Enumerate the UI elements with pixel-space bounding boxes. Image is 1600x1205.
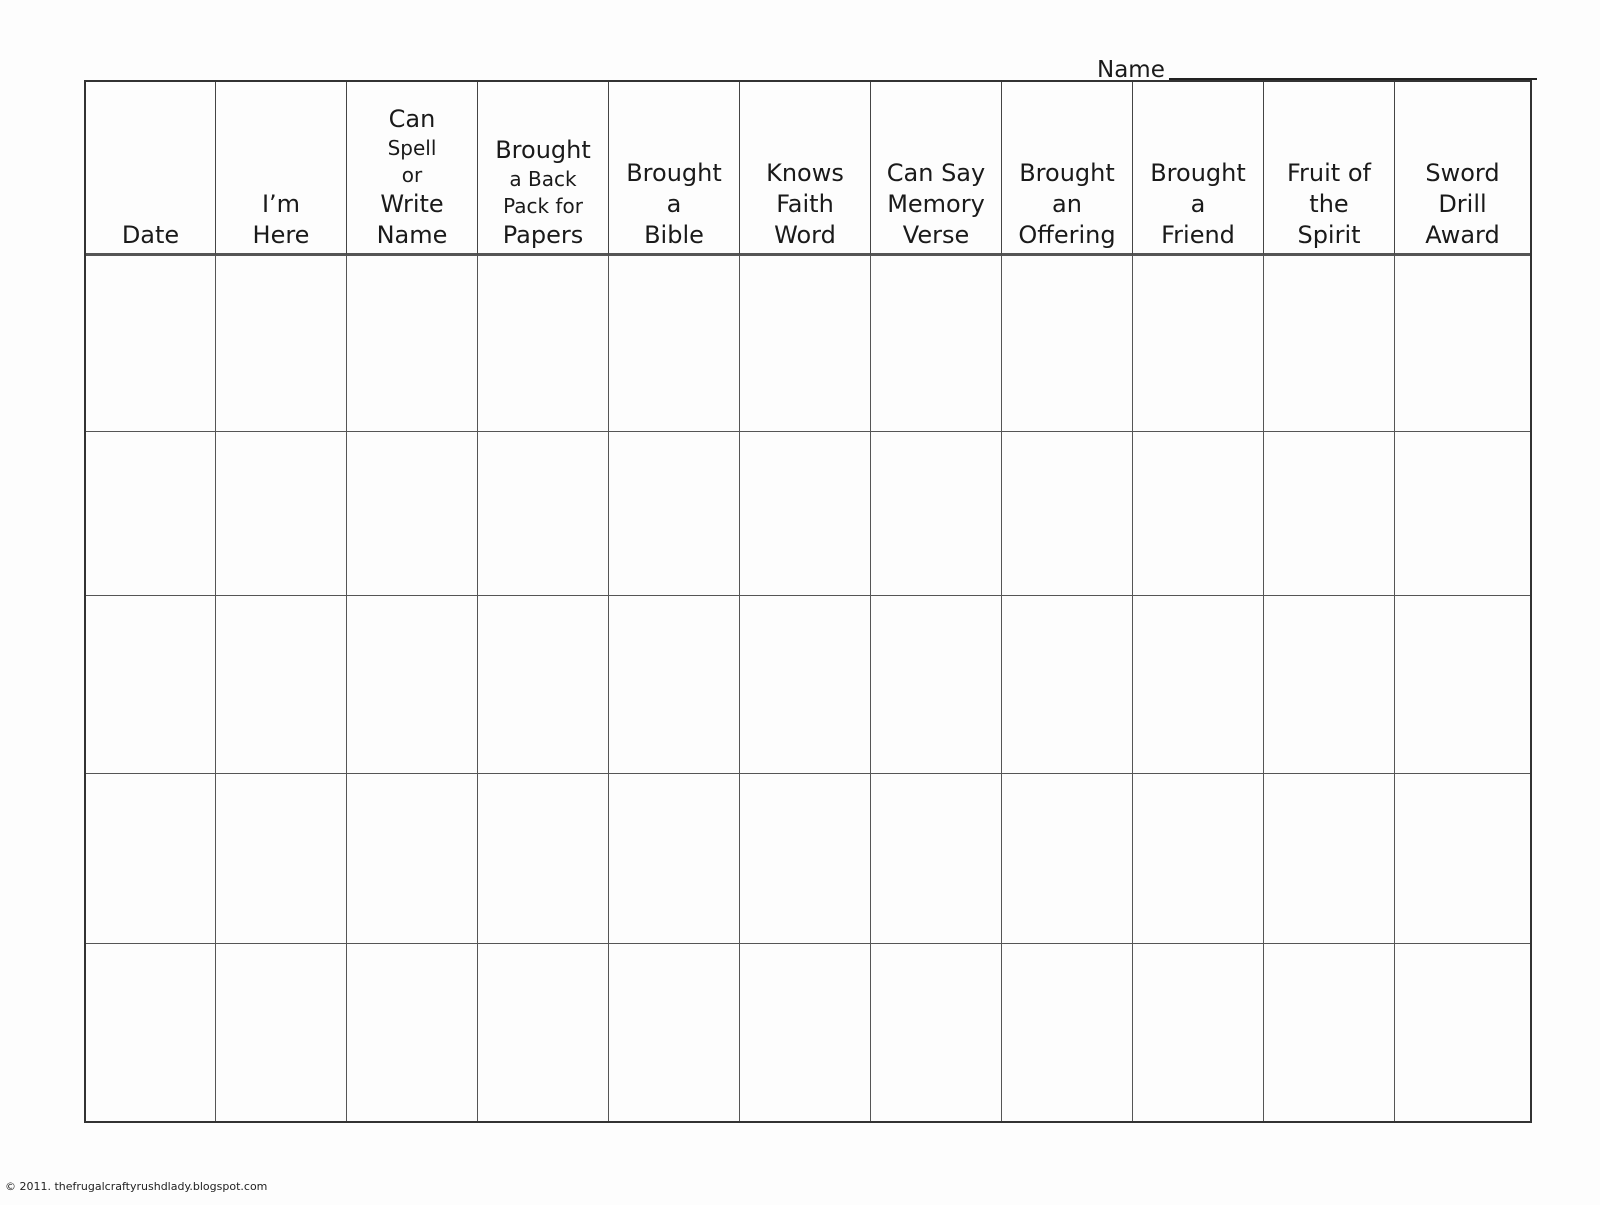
header-line: an <box>1052 190 1082 218</box>
table-cell[interactable] <box>1395 256 1530 432</box>
header-line: Brought <box>1019 159 1115 187</box>
column-header-bible <box>609 82 740 256</box>
table-cell[interactable] <box>1264 596 1395 774</box>
table-cell[interactable] <box>216 944 347 1121</box>
header-line: a <box>666 190 682 218</box>
header-line: Fruit of <box>1287 159 1371 187</box>
table-cell[interactable] <box>1133 432 1264 596</box>
table-cell[interactable] <box>740 774 871 944</box>
table-cell[interactable] <box>347 256 478 432</box>
header-line: a Back <box>509 167 577 191</box>
table-cell[interactable] <box>86 944 216 1121</box>
header-line: Award <box>1425 221 1500 249</box>
table-cell[interactable] <box>1133 944 1264 1121</box>
header-line: Name <box>376 221 448 249</box>
table-cell[interactable] <box>86 256 216 432</box>
header-line: or <box>401 163 423 187</box>
header-line: Memory <box>887 190 985 218</box>
column-header-date <box>86 82 216 256</box>
column-header-friend <box>1133 82 1264 256</box>
header-line: Can Say <box>886 159 986 187</box>
header-line: Spirit <box>1297 221 1361 249</box>
header-line: Pack for <box>503 194 583 218</box>
name-field[interactable] <box>1097 52 1537 82</box>
header-line: Knows <box>766 159 844 187</box>
header-line: Bible <box>644 221 704 249</box>
table-cell[interactable] <box>216 774 347 944</box>
header-line: Sword <box>1425 159 1500 187</box>
header-line: Drill <box>1438 190 1487 218</box>
column-header-spell-name <box>347 82 478 256</box>
copyright-footer: © 2011. thefrugalcraftyrushdlady.blogspot.com <box>5 1180 268 1193</box>
table-cell[interactable] <box>1264 256 1395 432</box>
table-cell[interactable] <box>740 944 871 1121</box>
table-cell[interactable] <box>1002 944 1133 1121</box>
table-cell[interactable] <box>86 596 216 774</box>
table-cell[interactable] <box>609 256 740 432</box>
table-cell[interactable] <box>347 432 478 596</box>
table-cell[interactable] <box>609 596 740 774</box>
column-header-im-here <box>216 82 347 256</box>
column-header-fruit-of-spirit <box>1264 82 1395 256</box>
table-cell[interactable] <box>1395 596 1530 774</box>
table-cell[interactable] <box>478 432 609 596</box>
table-cell[interactable] <box>1133 596 1264 774</box>
table-cell[interactable] <box>347 774 478 944</box>
table-cell[interactable] <box>1395 432 1530 596</box>
table-cell[interactable] <box>478 774 609 944</box>
table-cell[interactable] <box>1395 944 1530 1121</box>
table-cell[interactable] <box>871 596 1002 774</box>
table-cell[interactable] <box>740 256 871 432</box>
header-line: Brought <box>626 159 722 187</box>
table-cell[interactable] <box>1395 774 1530 944</box>
table-cell[interactable] <box>1002 774 1133 944</box>
table-cell[interactable] <box>609 774 740 944</box>
table-cell[interactable] <box>740 596 871 774</box>
table-cell[interactable] <box>347 596 478 774</box>
table-cell[interactable] <box>216 596 347 774</box>
column-header-faith-word <box>740 82 871 256</box>
table-cell[interactable] <box>216 432 347 596</box>
table-cell[interactable] <box>86 432 216 596</box>
table-cell[interactable] <box>609 432 740 596</box>
column-header-offering <box>1002 82 1133 256</box>
table-cell[interactable] <box>609 944 740 1121</box>
header-line: Papers <box>502 221 584 249</box>
table-cell[interactable] <box>478 596 609 774</box>
column-header-sword-drill <box>1395 82 1530 256</box>
header-line: Brought <box>495 136 591 164</box>
header-line: Can <box>388 105 436 133</box>
header-line: Date <box>121 221 180 249</box>
header-line: Word <box>774 221 836 249</box>
table-cell[interactable] <box>1002 256 1133 432</box>
column-header-back-pack <box>478 82 609 256</box>
table-cell[interactable] <box>1264 944 1395 1121</box>
header-line: Friend <box>1161 221 1235 249</box>
table-cell[interactable] <box>86 774 216 944</box>
table-cell[interactable] <box>1264 774 1395 944</box>
table-cell[interactable] <box>1264 432 1395 596</box>
header-line: Faith <box>776 190 834 218</box>
header-line: Verse <box>902 221 970 249</box>
table-cell[interactable] <box>871 432 1002 596</box>
column-header-memory-verse <box>871 82 1002 256</box>
header-line: Here <box>252 221 310 249</box>
table-cell[interactable] <box>1002 432 1133 596</box>
table-cell[interactable] <box>478 256 609 432</box>
attendance-chart-table <box>84 80 1532 1123</box>
table-cell[interactable] <box>740 432 871 596</box>
table-cell[interactable] <box>1002 596 1133 774</box>
table-cell[interactable] <box>871 256 1002 432</box>
header-line: Brought <box>1150 159 1246 187</box>
table-cell[interactable] <box>347 944 478 1121</box>
name-label: Name <box>1097 57 1165 83</box>
table-cell[interactable] <box>871 944 1002 1121</box>
header-line: Spell <box>387 136 437 160</box>
header-line: Offering <box>1018 221 1116 249</box>
table-cell[interactable] <box>216 256 347 432</box>
header-line: I’m <box>261 190 301 218</box>
header-line: a <box>1190 190 1206 218</box>
table-cell[interactable] <box>871 774 1002 944</box>
table-cell[interactable] <box>1133 774 1264 944</box>
header-line: Write <box>380 190 444 218</box>
header-line: the <box>1309 190 1349 218</box>
table-cell[interactable] <box>1133 256 1264 432</box>
table-cell[interactable] <box>478 944 609 1121</box>
